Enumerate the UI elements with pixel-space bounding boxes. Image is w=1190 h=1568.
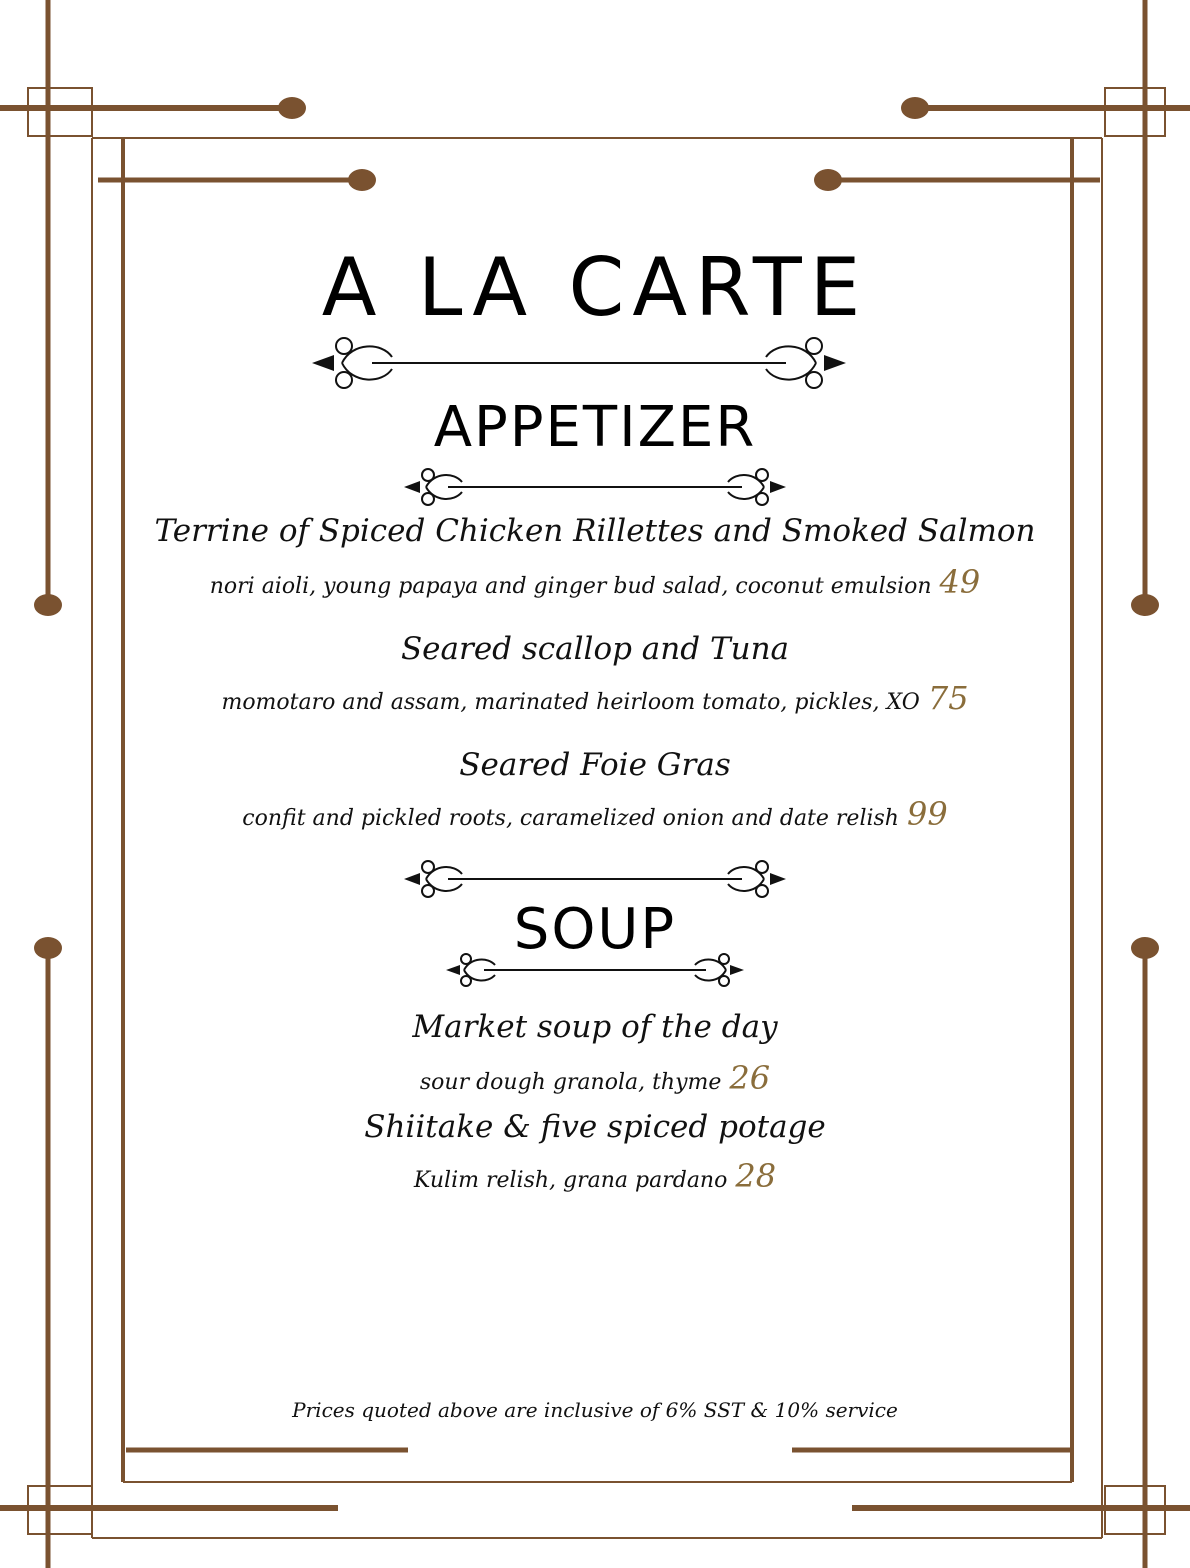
dish-name: Terrine of Spiced Chicken Rillettes and Smoked Salmon (154, 513, 1036, 549)
flourish-divider-icon (446, 952, 744, 988)
dish-description-row (0, 1157, 1190, 1195)
price-footnote: Prices quoted above are inclusive of 6% SST & 10% service (292, 1398, 898, 1422)
flourish-divider-icon (312, 332, 846, 394)
dish-description: nori aioli, young papaya and ginger bud salad, coconut emulsion (209, 574, 932, 599)
dish-description-row (0, 679, 1190, 717)
dish-name: Seared scallop and Tuna (400, 631, 790, 667)
flourish-divider-icon (404, 858, 786, 900)
dish-description-row (0, 795, 1190, 833)
dish-description-row (0, 1059, 1190, 1097)
dish-description: momotaro and assam, marinated heirloom tomato, pickles, XO (221, 690, 920, 715)
dish-price: 49 (939, 563, 981, 601)
dish-name: Shiitake & five spiced potage (364, 1109, 826, 1145)
dish-price: 28 (735, 1157, 777, 1195)
dish-description: Kulim relish, grana pardano (413, 1168, 728, 1193)
dish-name: Market soup of the day (412, 1009, 778, 1045)
flourish-divider-icon (404, 466, 786, 508)
dish-description: confit and pickled roots, caramelized onion and date relish (242, 806, 899, 831)
section-heading-appetizer: APPETIZER (433, 395, 757, 460)
menu-title: A LA CARTE (321, 241, 869, 334)
dish-price: 26 (729, 1059, 771, 1097)
dish-name: Seared Foie Gras (459, 747, 731, 783)
dish-description-row (0, 563, 1190, 601)
dish-price: 99 (906, 795, 948, 833)
dish-price: 75 (927, 679, 969, 717)
section-heading-soup: SOUP (513, 897, 677, 962)
dish-description: sour dough granola, thyme (419, 1070, 722, 1095)
